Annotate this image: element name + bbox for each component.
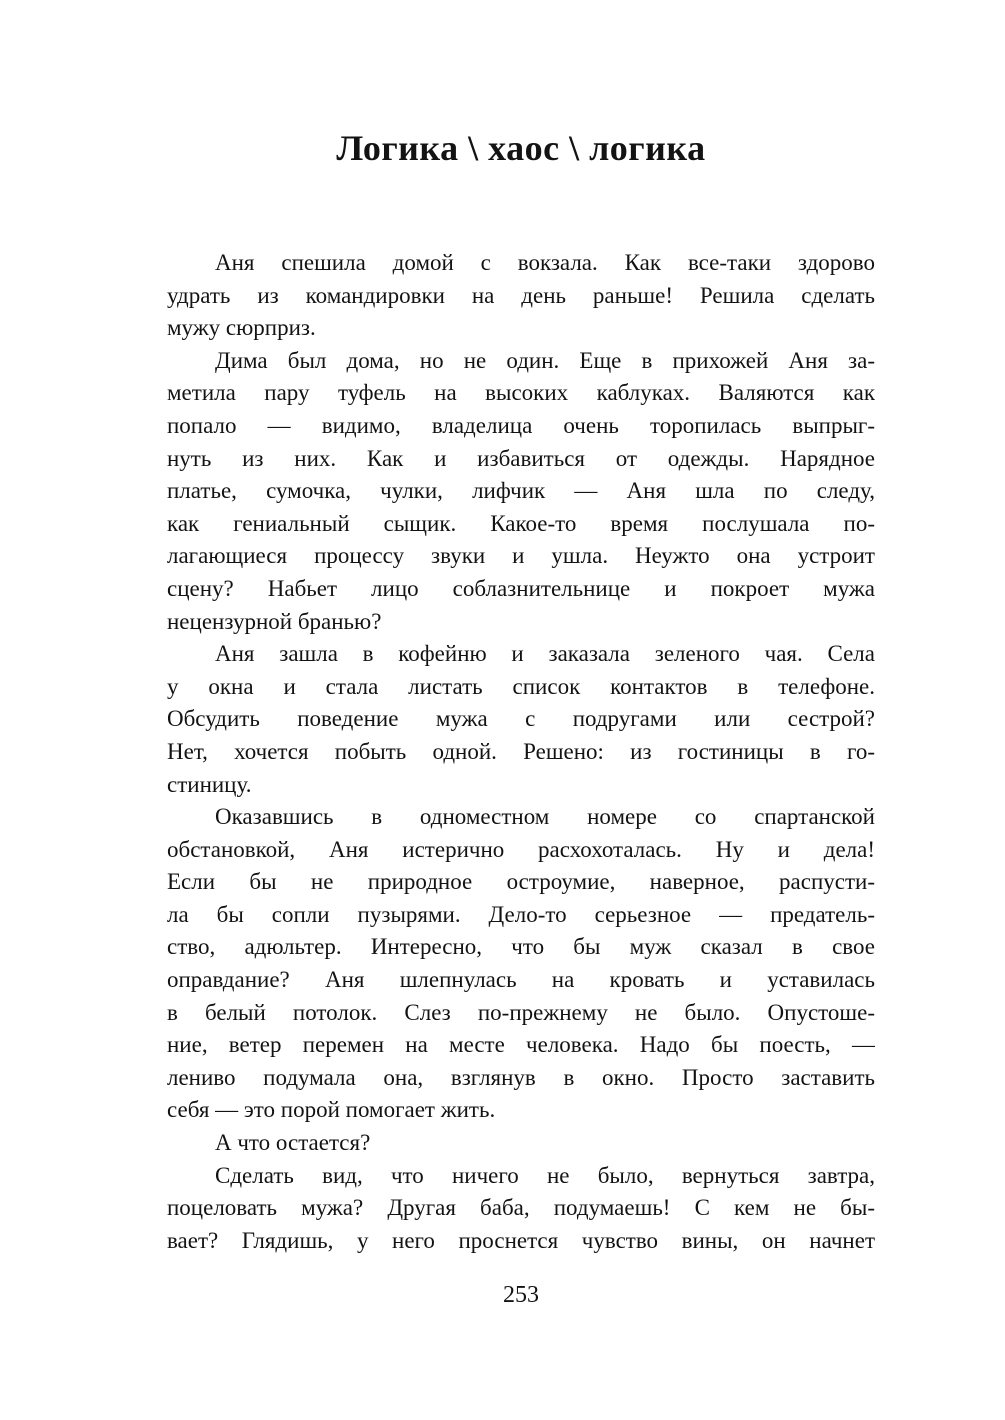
text-line: поцеловать мужа? Другая баба, подумаешь! С кем не бы- xyxy=(167,1195,875,1221)
paragraph xyxy=(167,1127,875,1160)
text-line: ство, адюльтер. Интересно, что бы муж сказал в свое xyxy=(167,934,875,960)
text-line: метила пару туфель на высоких каблуках. Валяются как xyxy=(167,380,875,406)
text-line: вает? Глядишь, у него проснется чувство вины, он начнет xyxy=(167,1227,875,1253)
paragraph xyxy=(167,345,875,638)
text-line: удрать из командировки на день раньше! Решила сделать xyxy=(167,282,875,308)
text-line: стиницу. xyxy=(167,771,252,797)
text-line: в белый потолок. Слез по-прежнему не было. Опустоше- xyxy=(167,999,875,1025)
paragraph xyxy=(167,801,875,1127)
text-line: лениво подумала она, взглянув в окно. Просто заставить xyxy=(167,1064,875,1090)
text-line: лагающиеся процессу звуки и ушла. Неужто она устроит xyxy=(167,543,875,569)
text-line: сцену? Набьет лицо соблазнительнице и покроет мужа xyxy=(167,575,875,601)
text-line: Аня зашла в кофейню и заказала зеленого чая. Села xyxy=(215,641,875,667)
text-line: обстановкой, Аня истерично расхохоталась. Ну и дела! xyxy=(167,836,875,862)
text-line: Сделать вид, что ничего не было, вернуться завтра, xyxy=(215,1162,875,1188)
text-line: как гениальный сыщик. Какое-то время послушала по- xyxy=(167,510,875,536)
text-line: Аня спешила домой с вокзала. Как все-таки здорово xyxy=(215,250,875,275)
text-line: у окна и стала листать список контактов в телефоне. xyxy=(167,673,875,699)
text-line: попало — видимо, владелица очень торопилась выпрыг- xyxy=(167,412,875,438)
text-line: мужу сюрприз. xyxy=(167,315,316,341)
text-line: ла бы сопли пузырями. Дело-то серьезное — предатель- xyxy=(167,901,875,927)
chapter-title: Логика \ хаос \ логика xyxy=(336,128,706,168)
text-line: оправдание? Аня шлепнулась на кровать и уставилась xyxy=(167,967,875,993)
text-line: Дима был дома, но не один. Еще в прихожей Аня за- xyxy=(215,347,875,373)
text-line: Оказавшись в одноместном номере со спартанской xyxy=(215,804,875,830)
text-line: ние, ветер перемен на месте человека. Надо бы поесть, — xyxy=(167,1032,875,1058)
text-body xyxy=(167,247,875,1257)
page-number: 253 xyxy=(503,1282,539,1308)
text-line: нецензурной бранью? xyxy=(167,608,382,634)
text-line: Если бы не природное остроумие, наверное, распусти- xyxy=(167,869,875,895)
text-line: А что остается? xyxy=(215,1130,371,1156)
text-line: Обсудить поведение мужа с подругами или сестрой? xyxy=(167,706,875,732)
text-line: себя — это порой помогает жить. xyxy=(167,1097,496,1123)
paragraph xyxy=(167,1160,875,1258)
paragraph xyxy=(167,638,875,801)
text-line: Нет, хочется побыть одной. Решено: из гостиницы в го- xyxy=(167,738,875,764)
text-line: платье, сумочка, чулки, лифчик — Аня шла по следу, xyxy=(167,478,875,504)
text-line: нуть из них. Как и избавиться от одежды. Нарядное xyxy=(167,445,875,471)
paragraph xyxy=(167,247,875,345)
